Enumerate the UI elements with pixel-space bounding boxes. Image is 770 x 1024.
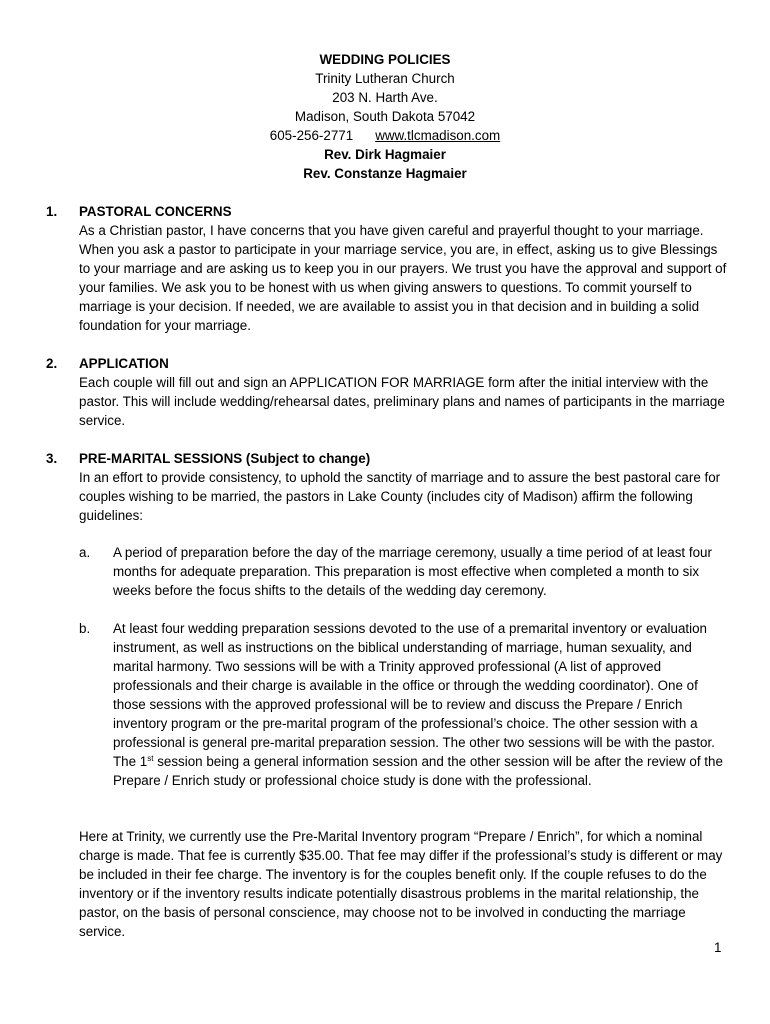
section-heading: PASTORAL CONCERNS	[79, 204, 232, 219]
contact-line	[0, 126, 770, 145]
closing-text: Here at Trinity, we currently use the Pre-Marital Inventory program “Prepare / Enrich”, for which a nominal charge is made. That fee is currently $35.00. That fee may differ if the professional’s study is different or may be included in their fee charge. The inventory is for the couples benefit only. If the couple refuses to do the inventory or if the inventory results indicate potentially disastrous problems in the marital relationship, the pastor, on the basis of personal conscience, may choose not to be involved in conducting the marriage service.	[79, 829, 723, 939]
list-item-text: A period of preparation before the day of the marriage ceremony, usually a time period of at least four months for adequate preparation. This preparation is most effective when completed a month to six weeks before the focus shifts to the details of the wedding day ceremony.	[113, 545, 712, 598]
document-title: WEDDING POLICIES	[319, 52, 451, 67]
list-item-letter: b.	[79, 621, 91, 636]
list-item-letter: a.	[79, 545, 91, 560]
section-number: 1.	[46, 204, 58, 219]
section-number: 2.	[46, 356, 58, 371]
section-body: In an effort to provide consistency, to uphold the sanctity of marriage and to assure the best pastoral care for couples wishing to be married, the pastors in Lake County (includes city of Madison) affirm the following guidelines:	[79, 470, 721, 523]
section-heading: APPLICATION	[79, 356, 169, 371]
website-link[interactable]: www.tlcmadison.com	[375, 128, 501, 143]
list-item-text-part: At least four wedding preparation sessions devoted to the use of a premarital inventory or evaluation instrument, as well as instructions on the biblical understanding of marriage, human sexuality, and marital harmony. Two sessions will be with a Trinity approved professional (A list of approved professionals and their charge is available in the office or through the wedding coordinator). One of those sessions with the approved professional will be to review and discuss the Prepare / Enrich inventory program or the pre-marital program of the professional’s choice. The other session with a professional is general pre-marital preparation session. The other two sessions will be with the pastor. The 1	[113, 621, 715, 769]
list-item-text	[113, 619, 727, 790]
section-number: 3.	[46, 451, 58, 466]
pastor-name-1: Rev. Dirk Hagmaier	[324, 147, 446, 162]
phone-number: 605-256-2771	[269, 128, 354, 143]
city-address: Madison, South Dakota 57042	[294, 109, 476, 124]
pastor-name-2: Rev. Constanze Hagmaier	[303, 166, 467, 181]
street-address: 203 N. Harth Ave.	[332, 90, 438, 105]
list-item-text-part: session being a general information session and the other session will be after the review of the Prepare / Enrich study or professional choice study is done with the professional.	[113, 754, 723, 788]
church-name: Trinity Lutheran Church	[315, 71, 455, 86]
section-body: Each couple will fill out and sign an APPLICATION FOR MARRIAGE form after the initial interview with the pastor. This will include wedding/rehearsal dates, preliminary plans and names of participants in the marriage service.	[79, 375, 725, 428]
letterhead	[0, 50, 770, 183]
section-body: As a Christian pastor, I have concerns that you have given careful and prayerful thought to your marriage. When you ask a pastor to participate in your marriage service, you are, in effect, asking us to give Blessings to your marriage and are asking us to keep you in our prayers. We trust you have the approval and support of your families. We ask you to be honest with us when giving answers to questions. To commit yourself to marriage is your decision. If needed, we are available to assist you in that decision and in building a solid foundation for your marriage.	[79, 223, 727, 333]
page-number: 1	[714, 940, 722, 955]
section-heading: PRE-MARITAL SESSIONS (Subject to change)	[79, 451, 371, 466]
ordinal-superscript: st	[147, 754, 154, 763]
